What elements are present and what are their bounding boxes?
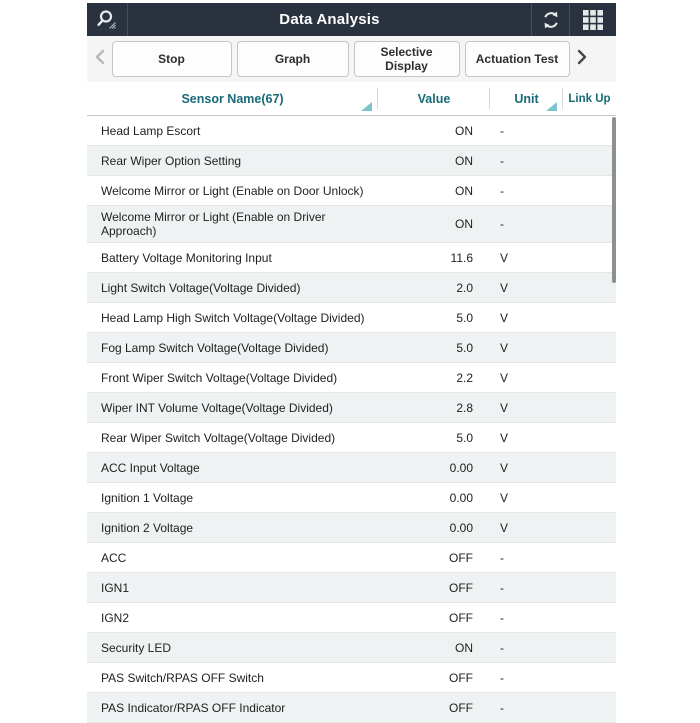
sort-triangle-icon (361, 102, 372, 111)
sensor-name-cell: Front Wiper Switch Voltage(Voltage Divided) (101, 370, 338, 385)
value-cell: ON (455, 153, 473, 168)
vertical-scrollbar[interactable] (612, 117, 616, 283)
table-row[interactable] (87, 393, 616, 423)
sensor-name-header-label: Sensor Name(67) (181, 91, 284, 106)
unit-cell: V (500, 490, 509, 505)
sensor-name-cell: Welcome Mirror or Light (Enable on Door Unlock) (101, 183, 364, 198)
unit-header-label: Unit (514, 91, 539, 106)
table-row[interactable] (87, 206, 616, 243)
unit-cell: V (500, 370, 509, 385)
stop-button[interactable]: Stop (112, 41, 232, 77)
chevron-left-icon (94, 49, 105, 70)
sensor-name-cell: ACC (101, 550, 127, 565)
page-title: Data Analysis (279, 11, 380, 28)
sensor-name-cell: PAS Indicator/RPAS OFF Indicator (101, 700, 286, 715)
table-row[interactable] (87, 543, 616, 573)
table-row[interactable] (87, 663, 616, 693)
table-row[interactable] (87, 116, 616, 146)
value-cell: OFF (449, 550, 473, 565)
data-analysis-app (87, 3, 616, 715)
unit-cell: - (500, 580, 504, 595)
value-cell: OFF (449, 580, 473, 595)
column-header-sensor-name[interactable] (87, 82, 378, 115)
sensor-name-cell: Head Lamp High Switch Voltage(Voltage Divided) (101, 310, 365, 325)
table-row[interactable] (87, 146, 616, 176)
actuation-test-button[interactable]: Actuation Test (465, 41, 570, 77)
unit-cell: V (500, 460, 509, 475)
unit-cell: - (500, 610, 504, 625)
selective-display-button[interactable]: Selective Display (354, 41, 460, 77)
apps-grid-button[interactable] (569, 3, 616, 36)
sensor-name-cell: Light Switch Voltage(Voltage Divided) (101, 280, 301, 295)
table-row[interactable] (87, 513, 616, 543)
value-cell: 11.6 (450, 250, 473, 265)
unit-cell: V (500, 310, 509, 325)
unit-cell: - (500, 700, 504, 715)
sensor-name-cell: Rear Wiper Option Setting (101, 153, 242, 168)
sensor-name-cell: IGN2 (101, 610, 130, 625)
sensor-name-cell: Ignition 2 Voltage (101, 520, 194, 535)
function-toolbar (87, 36, 616, 82)
sensor-name-cell: Head Lamp Escort (101, 123, 201, 138)
refresh-icon (540, 9, 562, 31)
table-row[interactable] (87, 176, 616, 206)
column-header-link-up[interactable] (563, 82, 616, 115)
table-row[interactable] (87, 363, 616, 393)
value-cell: ON (455, 217, 473, 231)
apps-grid-icon (582, 9, 604, 31)
sensor-name-cell: Wiper INT Volume Voltage(Voltage Divided) (101, 400, 333, 415)
top-bar (87, 3, 616, 36)
column-header-unit[interactable] (490, 82, 563, 115)
link-up-header-label: Link Up (568, 92, 611, 105)
refresh-button[interactable] (531, 3, 569, 36)
table-row[interactable] (87, 273, 616, 303)
table-row[interactable] (87, 423, 616, 453)
unit-cell: - (500, 183, 504, 198)
table-row[interactable] (87, 693, 616, 723)
table-row[interactable] (87, 333, 616, 363)
sensor-name-cell: Security LED (101, 640, 172, 655)
unit-cell: - (500, 550, 504, 565)
zoom-search-button[interactable] (87, 3, 128, 36)
unit-cell: - (500, 670, 504, 685)
unit-cell: V (500, 250, 509, 265)
table-row[interactable] (87, 603, 616, 633)
value-cell: 2.8 (456, 400, 473, 415)
sensor-name-cell: ACC Input Voltage (101, 460, 200, 475)
table-row[interactable] (87, 243, 616, 273)
value-cell: 5.0 (456, 340, 473, 355)
value-cell: 2.0 (456, 280, 473, 295)
value-cell: 0.00 (449, 520, 473, 535)
unit-cell: V (500, 340, 509, 355)
value-cell: OFF (449, 670, 473, 685)
table-body (87, 116, 616, 715)
unit-cell: V (500, 430, 509, 445)
unit-cell: V (500, 400, 509, 415)
table-row[interactable] (87, 483, 616, 513)
unit-cell: V (500, 280, 509, 295)
unit-cell: - (500, 153, 504, 168)
table-row[interactable] (87, 303, 616, 333)
unit-cell: - (500, 640, 504, 655)
sensor-name-cell: Fog Lamp Switch Voltage(Voltage Divided) (101, 340, 329, 355)
sensor-name-cell: Rear Wiper Switch Voltage(Voltage Divided) (101, 430, 336, 445)
value-cell: 5.0 (456, 430, 473, 445)
chevron-right-icon (577, 49, 588, 70)
table-header (87, 82, 616, 116)
sensor-name-cell: Ignition 1 Voltage (101, 490, 194, 505)
unit-cell: - (500, 123, 504, 138)
graph-button[interactable]: Graph (237, 41, 349, 77)
sensor-name-cell: Welcome Mirror or Light (Enable on Driver Approach) (101, 210, 326, 238)
prev-page-button[interactable] (89, 41, 109, 77)
value-header-label: Value (417, 91, 451, 106)
value-cell: 0.00 (449, 490, 473, 505)
value-cell: OFF (449, 700, 473, 715)
table-row[interactable] (87, 453, 616, 483)
zoom-search-icon (95, 8, 119, 32)
sort-triangle-icon (546, 102, 557, 111)
value-cell: 0.00 (449, 460, 473, 475)
sensor-name-cell: PAS Switch/RPAS OFF Switch (101, 670, 264, 685)
value-cell: ON (455, 183, 473, 198)
value-cell: OFF (449, 610, 473, 625)
sensor-name-cell: IGN1 (101, 580, 130, 595)
value-cell: ON (455, 123, 473, 138)
value-cell: 2.2 (456, 370, 473, 385)
sensor-name-cell: Battery Voltage Monitoring Input (101, 250, 272, 265)
unit-cell: V (500, 520, 509, 535)
column-header-value[interactable] (378, 82, 490, 115)
value-cell: ON (455, 640, 473, 655)
unit-cell: - (500, 217, 504, 231)
table-row[interactable] (87, 573, 616, 603)
table-row[interactable] (87, 633, 616, 663)
value-cell: 5.0 (456, 310, 473, 325)
next-page-button[interactable] (572, 41, 592, 77)
